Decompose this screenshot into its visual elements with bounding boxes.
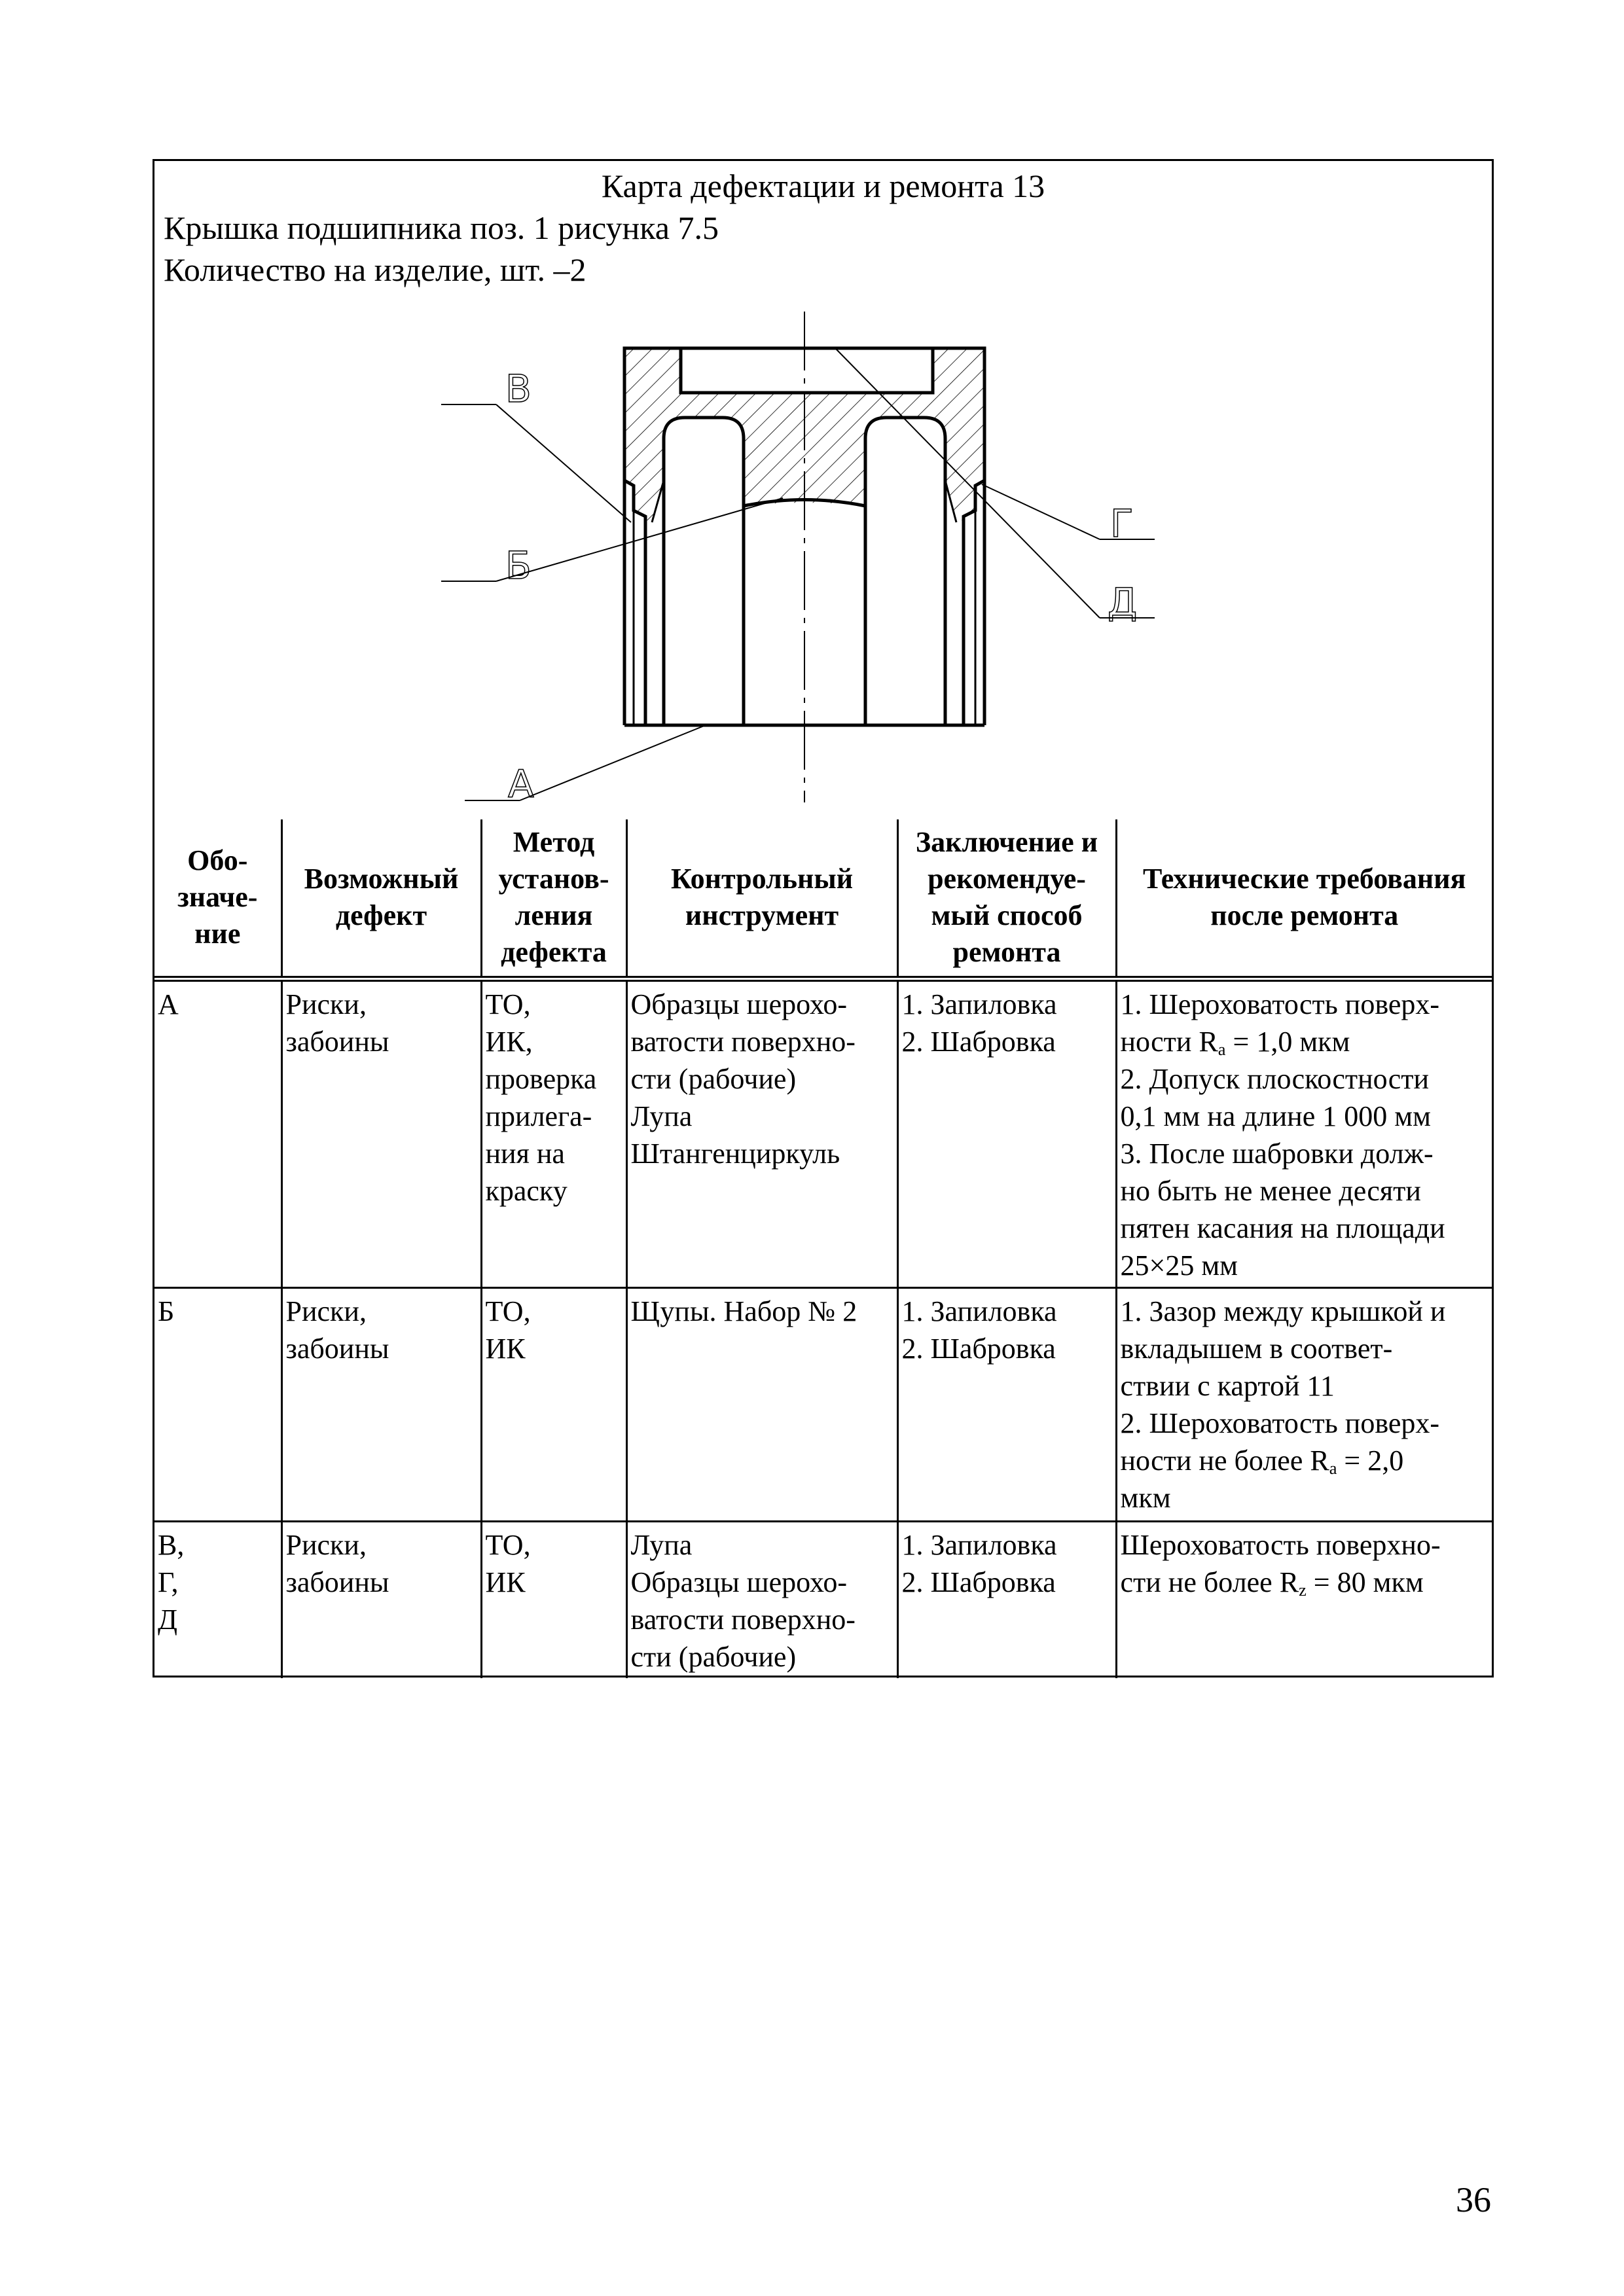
col-method-header: Метод установ- ления дефекта (481, 819, 626, 978)
label-d: Д (1108, 580, 1138, 624)
defect-cell: Риски, забоины (281, 1287, 481, 1521)
requirements-cell: Шероховатость поверхно- сти не более $R_z = 80$ мкм (1116, 1521, 1492, 1678)
instrument-cell: Образцы шерохо- ватости поверхно- сти (рабочие) Лупа Штангенциркуль (626, 978, 897, 1287)
col-designation-header: Обо- значе- ние (154, 819, 281, 978)
repair-cell: 1. Запиловка 2. Шабровка (897, 978, 1116, 1287)
table-header-row (154, 819, 1492, 978)
defect-cell: Риски, забоины (281, 978, 481, 1287)
method-cell: ТО, ИК (481, 1521, 626, 1678)
designation-cell: А (154, 978, 281, 1287)
designation-cell: Б (154, 1287, 281, 1521)
designation-cell: В, Г, Д (154, 1521, 281, 1678)
label-g: Г (1110, 501, 1134, 546)
label-b: Б (505, 543, 532, 588)
page-number: 36 (1456, 2180, 1491, 2219)
table-row (154, 1521, 1492, 1678)
instrument-cell: Лупа Образцы шерохо- ватости поверхно- сти (рабочие) (626, 1521, 897, 1678)
repair-cell: 1. Запиловка 2. Шабровка (897, 1521, 1116, 1678)
repair-cell: 1. Запиловка 2. Шабровка (897, 1287, 1116, 1521)
quantity: Количество на изделие, шт. –2 (164, 251, 586, 288)
col-defect-header: Возможный дефект (281, 819, 481, 978)
col-instrument-header: Контрольный инструмент (626, 819, 897, 978)
requirements-cell: 1. Шероховатость поверх- ности $R_a = 1,0$ мкм 2. Допуск плоскостности 0,1 мм на длине 1 000 мм 3. После шабровки долж- но быть не менее десяти пятен касания на площади 25×25 мм (1116, 978, 1492, 1287)
card-header (154, 161, 1492, 819)
method-cell: ТО, ИК, проверка прилега- ния на краску (481, 978, 626, 1287)
label-v: В (505, 367, 532, 411)
part-name: Крышка подшипника поз. 1 рисунка 7.5 (164, 209, 719, 246)
table-row (154, 978, 1492, 1287)
card-title: Карта дефектации и ремонта 13 (601, 168, 1045, 204)
requirements-cell: 1. Зазор между крышкой и вкладышем в соответ- ствии с картой 11 2. Шероховатость поверх- ности не более $R_a = 2,0$ мкм (1116, 1287, 1492, 1521)
label-a: А (508, 762, 534, 806)
col-repair-header: Заключение и рекомендуе- мый способ ремонта (897, 819, 1116, 978)
table-row (154, 1287, 1492, 1521)
defect-table (154, 819, 1492, 1678)
col-requirements-header: Технические требования после ремонта (1116, 819, 1492, 978)
defect-cell: Риски, забоины (281, 1521, 481, 1678)
instrument-cell: Щупы. Набор № 2 (626, 1287, 897, 1521)
method-cell: ТО, ИК (481, 1287, 626, 1521)
part-drawing (154, 161, 1492, 819)
defect-repair-card (153, 159, 1494, 1677)
